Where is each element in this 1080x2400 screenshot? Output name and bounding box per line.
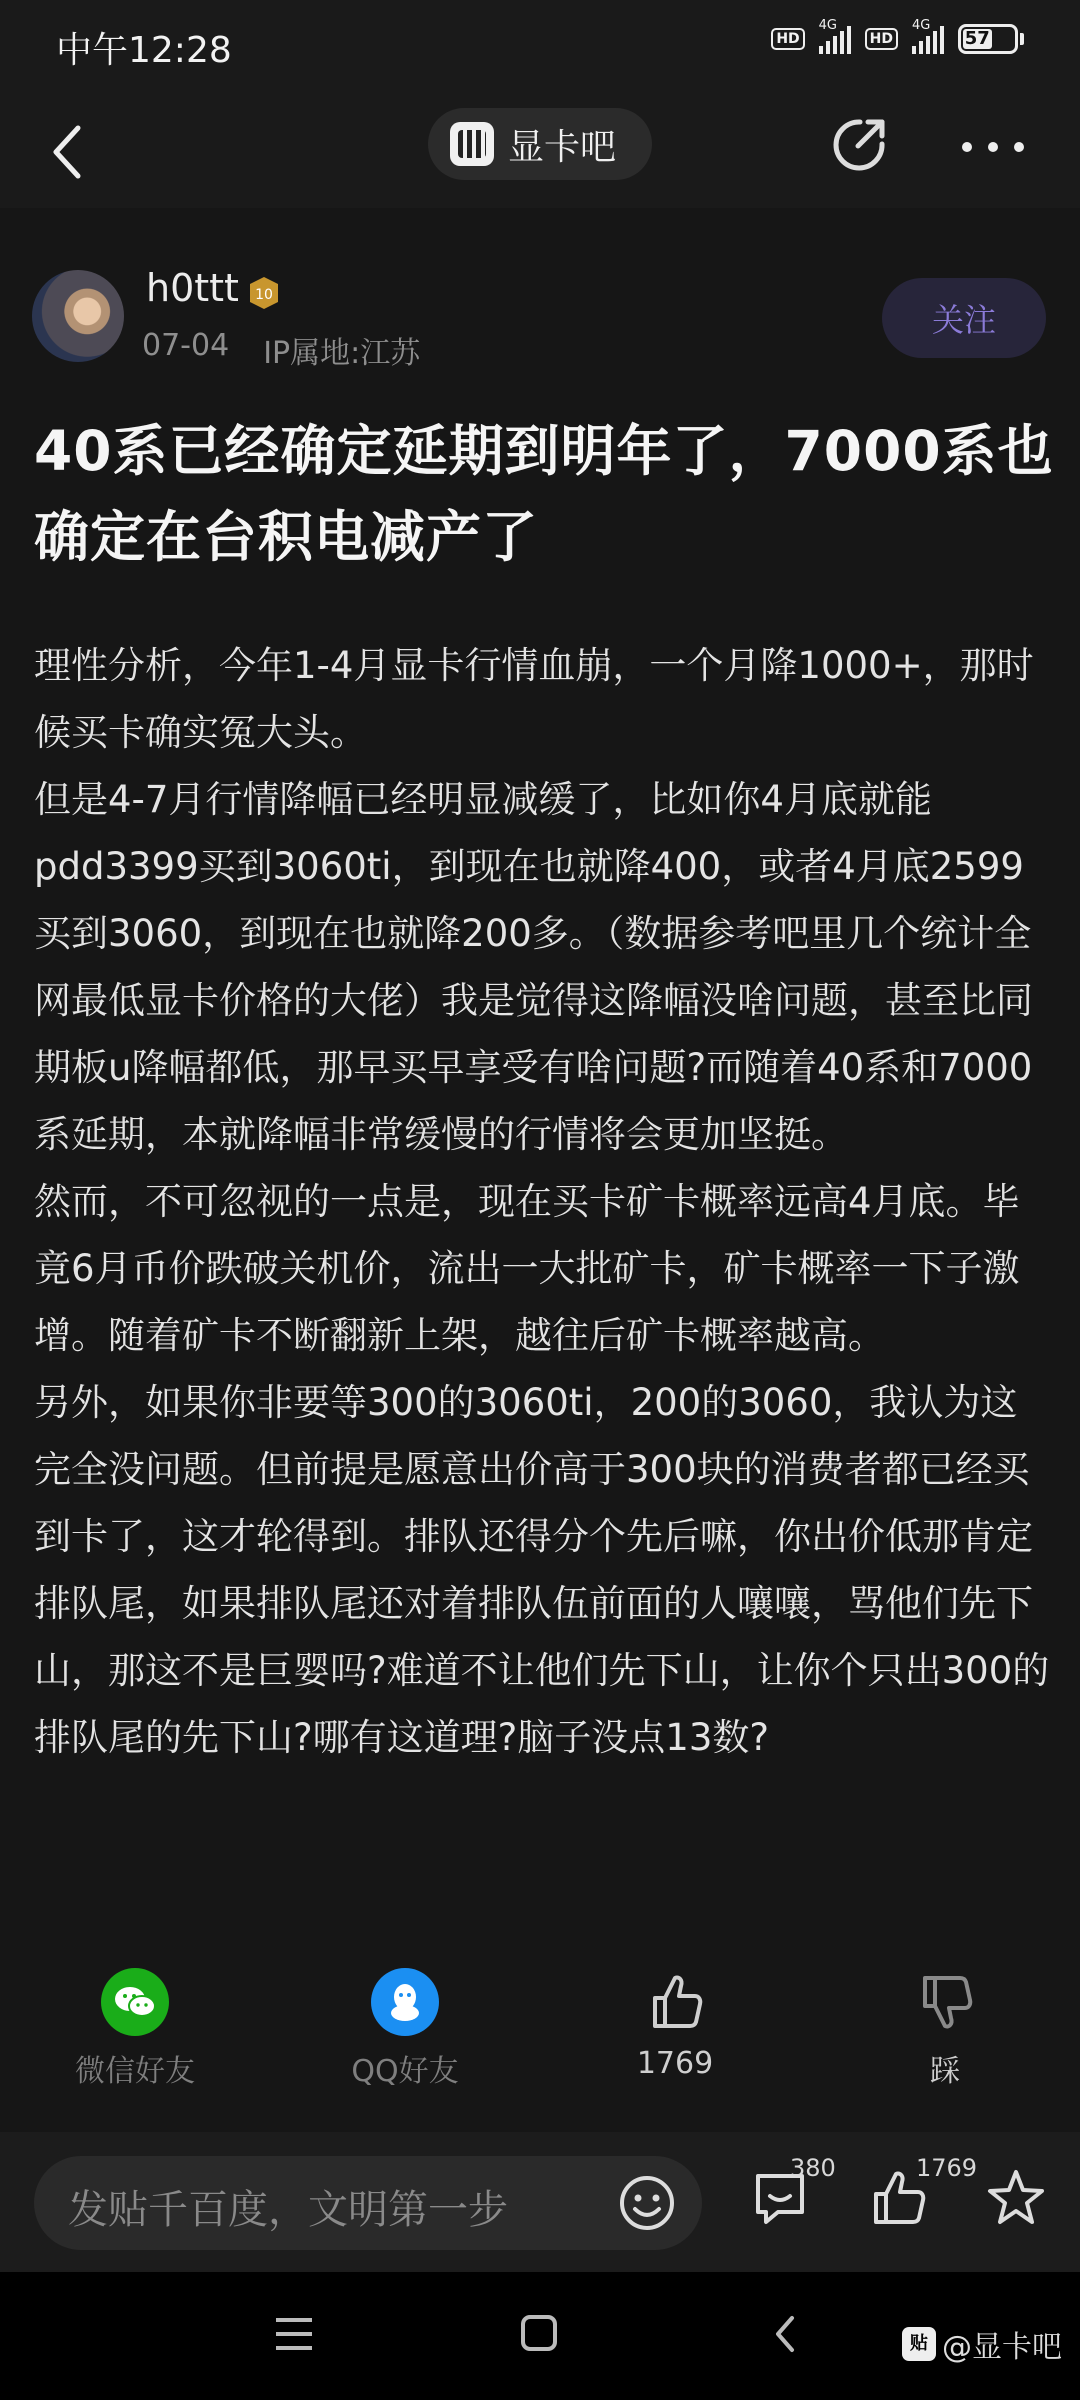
watermark-text: @显卡吧 <box>942 2330 1062 2365</box>
back-arrow-icon[interactable] <box>44 122 94 182</box>
post-meta <box>142 328 420 372</box>
bottom-like-count: 1769 <box>916 2154 978 2182</box>
share-qq-button[interactable] <box>305 1968 505 2090</box>
share-wechat-label: 微信好友 <box>75 2054 195 2089</box>
ip-location: IP属地:江苏 <box>263 336 421 371</box>
network-type: 4G <box>912 18 931 33</box>
follow-button[interactable]: 关注 <box>882 278 1046 358</box>
network-type: 4G <box>818 18 838 33</box>
system-nav-bar <box>0 2272 1080 2400</box>
watermark <box>902 2322 1062 2366</box>
status-time: 中午12:28 <box>56 30 232 71</box>
comment-bar <box>0 2132 1080 2272</box>
watermark-logo: 贴 <box>902 2327 936 2361</box>
post-title: 40系已经确定延期到明年了，7000系也确定在台积电减产了 <box>34 419 1054 569</box>
emoji-icon[interactable] <box>618 2174 676 2232</box>
like-count: 1769 <box>636 2046 714 2081</box>
comment-placeholder: 发贴千百度，文明第一步 <box>68 2187 508 2233</box>
thumbs-up-icon <box>641 1968 709 2036</box>
hd-badge: HD <box>865 28 898 50</box>
forum-name: 显卡吧 <box>508 126 617 168</box>
favorite-star-icon[interactable] <box>984 2166 1048 2230</box>
level-badge-icon <box>246 275 282 311</box>
post-actions <box>0 1968 1080 2098</box>
signal-icon <box>818 18 851 54</box>
post-date: 07-04 <box>142 328 230 363</box>
like-button[interactable] <box>575 1968 775 2081</box>
post-body <box>34 632 1054 1771</box>
qq-icon <box>371 1968 439 2036</box>
post-paragraph: 然而，不可忽视的一点是，现在买卡矿卡概率远高4月底。毕竟6月币价跌破关机价，流出一大批矿卡，矿卡概率一下子激增。随着矿卡不断翻新上架，越往后矿卡概率越高。 <box>34 1180 1020 1357</box>
back-icon[interactable] <box>770 2314 800 2354</box>
post-paragraph: 另外，如果你非要等300的3060ti，200的3060，我认为这完全没问题。但前提是愿意出价高于300块的消费者都已经买到卡了，这才轮得到。排队还得分个先后嘛，你出价低那肯定排队尾，如果排队尾还对着排队伍前面的人嚷嚷，骂他们先下山，那这不是巨婴吗?难道不让他们先下山，让你个只出300的排队尾的先下山?哪有这道理?脑子没点13数? <box>34 1381 1050 1759</box>
forum-pill[interactable] <box>428 108 652 180</box>
forum-logo-icon <box>450 122 494 166</box>
thumbs-down-icon <box>911 1968 979 2036</box>
username[interactable]: h0ttt <box>146 266 239 310</box>
share-icon[interactable] <box>830 116 888 174</box>
more-options-icon[interactable] <box>962 132 1024 162</box>
hd-badge: HD <box>771 28 804 50</box>
battery-icon <box>958 24 1024 54</box>
comments-button[interactable] <box>748 2154 836 2234</box>
status-indicators <box>771 18 1024 54</box>
menu-icon[interactable] <box>274 2316 314 2352</box>
nav-bar <box>0 92 1080 208</box>
share-wechat-button[interactable] <box>35 1968 235 2090</box>
dislike-label: 踩 <box>930 2054 960 2089</box>
avatar[interactable] <box>32 270 124 362</box>
comment-input[interactable] <box>34 2156 702 2250</box>
status-bar <box>0 0 1080 92</box>
level-badge-text: 10 <box>255 287 273 303</box>
home-icon[interactable] <box>520 2314 558 2352</box>
bottom-like-button[interactable] <box>868 2154 978 2234</box>
battery-level: 57 <box>964 28 990 49</box>
dislike-button[interactable] <box>845 1968 1045 2090</box>
wechat-icon <box>101 1968 169 2036</box>
post-paragraph: 理性分析，今年1-4月显卡行情血崩，一个月降1000+，那时候买卡确实冤大头。 <box>34 644 1034 754</box>
share-qq-label: QQ好友 <box>351 2054 459 2089</box>
post-paragraph: 但是4-7月行情降幅已经明显减缓了，比如你4月底就能pdd3399买到3060ti，到现在也就降400，或者4月底2599买到3060，到现在也就降200多。（数据参考吧里几个统计全网最低显卡价格的大佬）我是觉得这降幅没啥问题，甚至比同期板u降幅都低，那早买早享受有啥问题?而随着40系和7000系延期，本就降幅非常缓慢的行情将会更加坚挺。 <box>34 778 1033 1156</box>
signal-icon <box>912 18 944 54</box>
comment-count: 380 <box>790 2154 836 2182</box>
